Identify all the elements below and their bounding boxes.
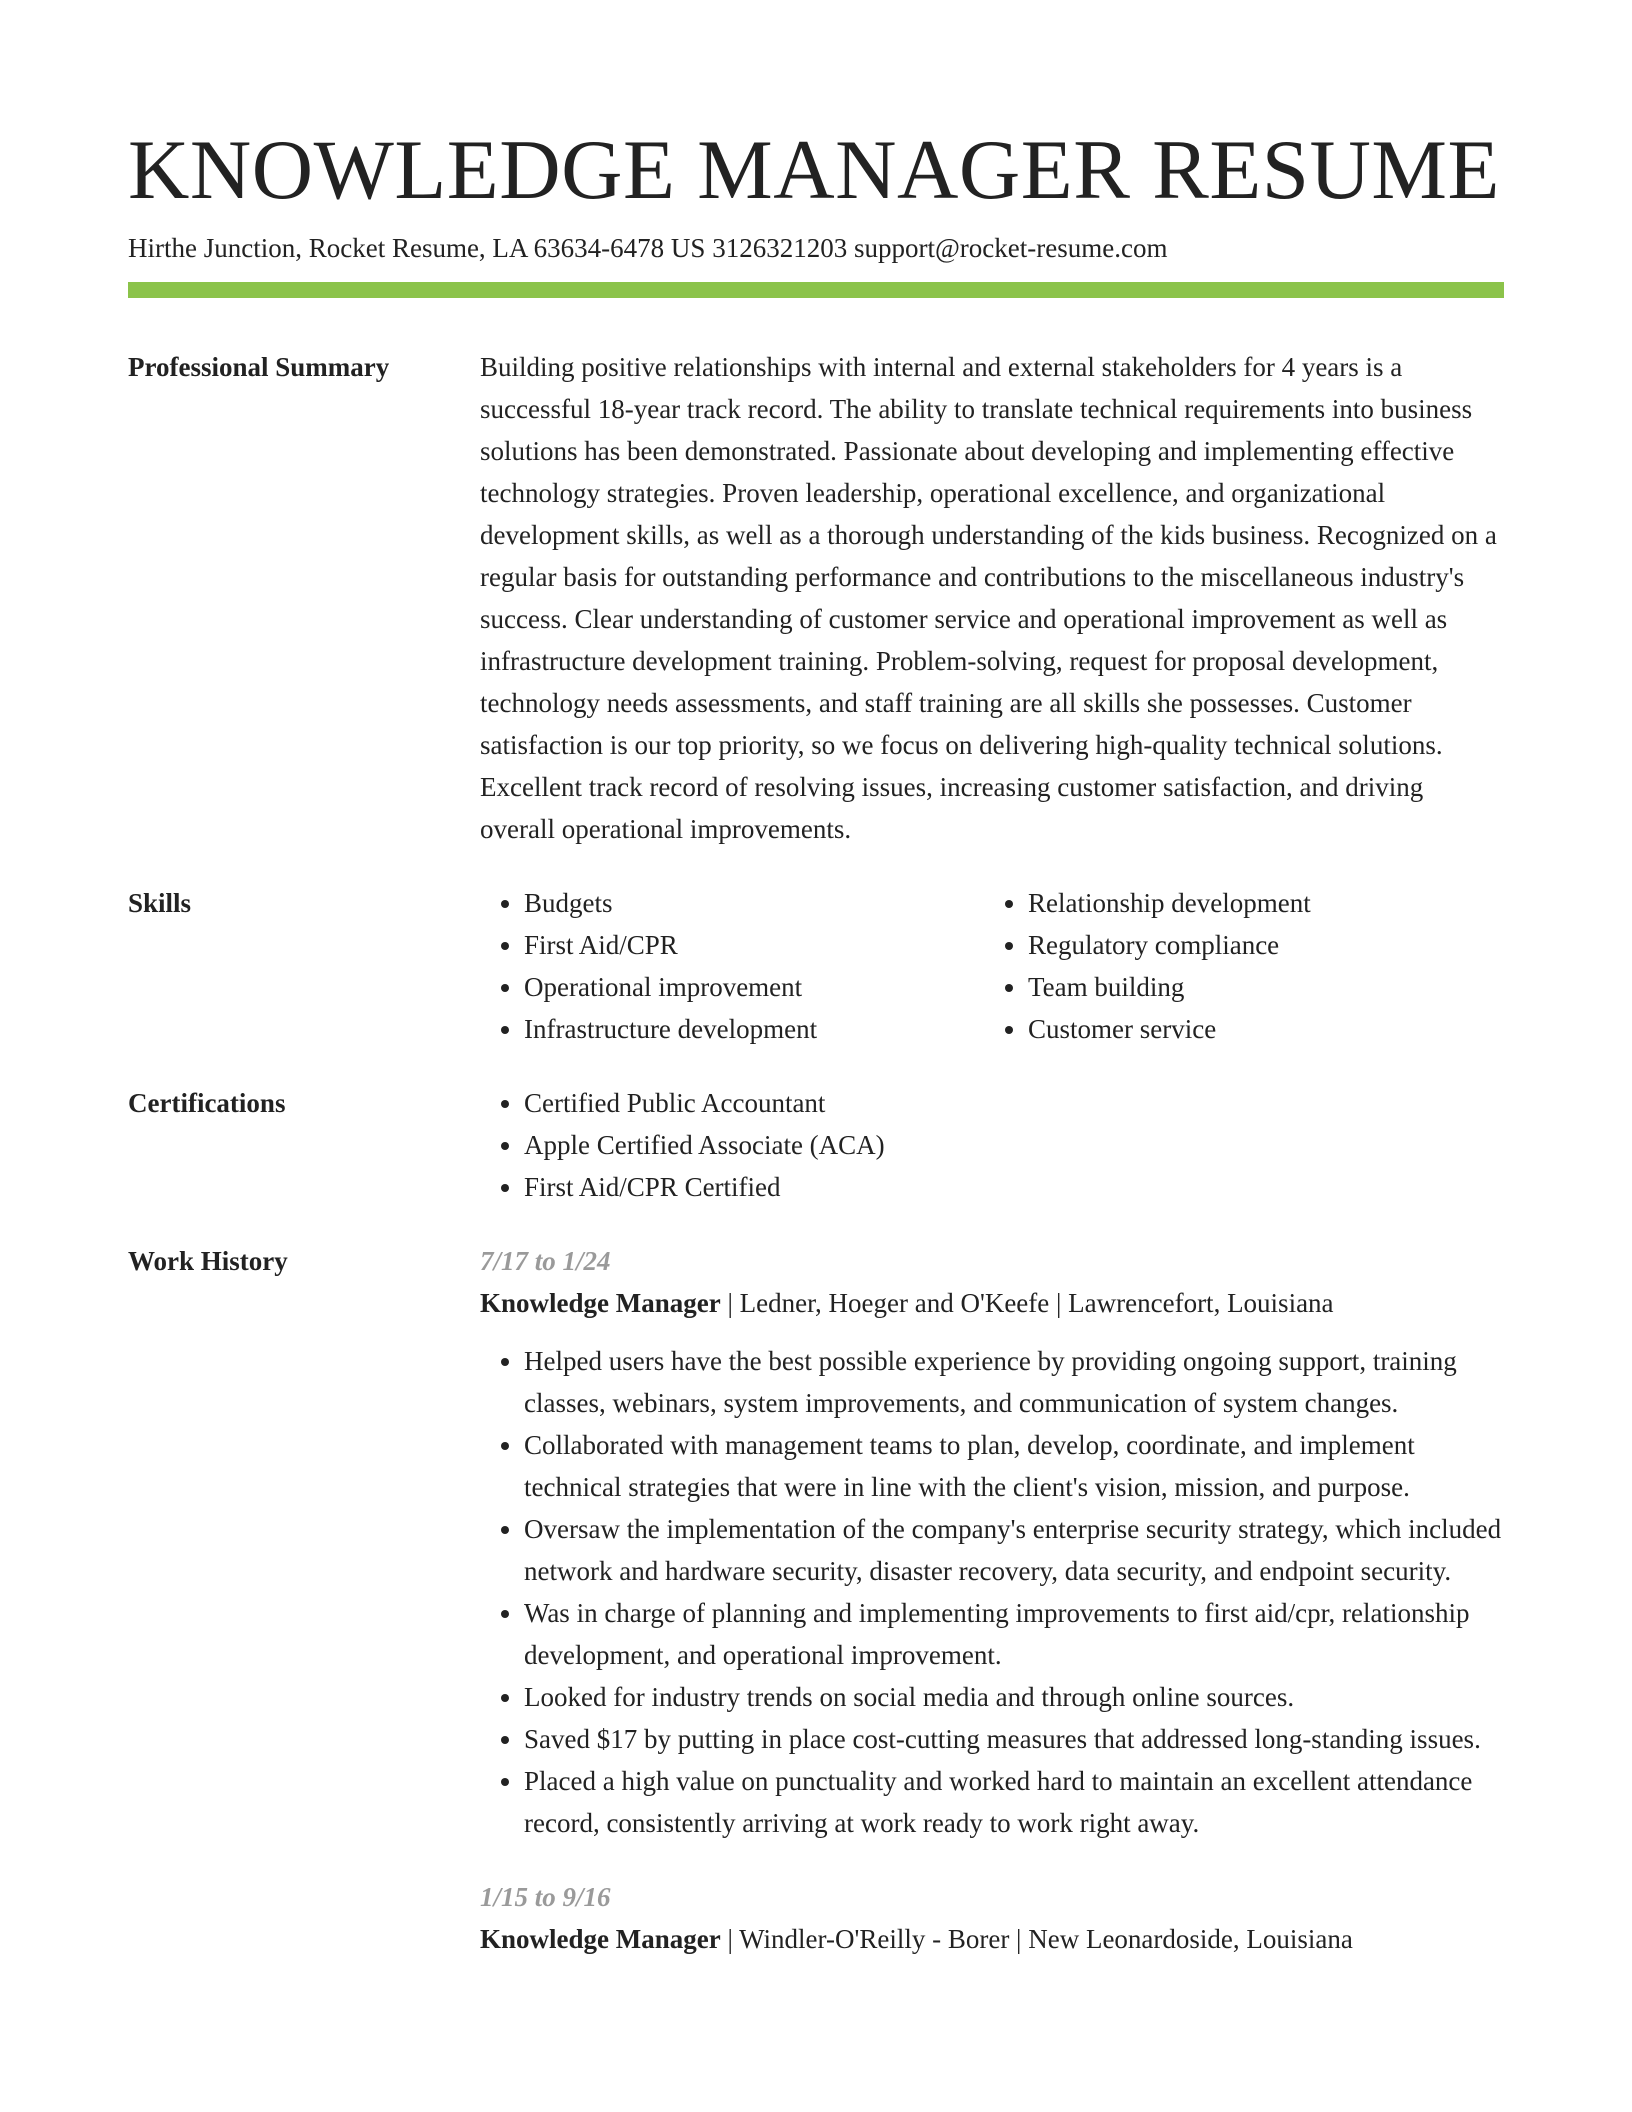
certifications-label: Certifications [128, 1088, 286, 1118]
job-bullet: • Was in charge of planning and implementing improvements to first aid/cpr, relationship development, and operational improvement. [524, 1592, 1504, 1676]
work-history-label: Work History [128, 1246, 288, 1276]
certification-item: • Apple Certified Associate (ACA) [524, 1124, 1504, 1166]
skill-item: • Infrastructure development [524, 1008, 984, 1050]
job-dates: 1/15 to 9/16 [480, 1882, 611, 1912]
certification-item: • First Aid/CPR Certified [524, 1166, 1504, 1208]
summary-text: Building positive relationships with internal and external stakeholders for 4 years is a successful 18-year track record. The ability to translate technical requirements into business solutions has been demonstrated. Passionate about developing and implementing effective technology strategies. Proven leadership, operational excellence, and organizational development skills, as well as a thorough understanding of the kids business. Recognized on a regular basis for outstanding performance and contributions to the miscellaneous industry's success. Clear understanding of customer service and operational improvement as well as infrastructure development training. Problem-solving, request for proposal development, technology needs assessments, and staff training are all skills she possesses. Customer satisfaction is our top priority, so we focus on delivering high-quality technical solutions. Excellent track record of resolving issues, increasing customer satisfaction, and driving overall operational improvements. [480, 352, 1497, 844]
summary-label: Professional Summary [128, 352, 390, 382]
certifications-list [480, 1082, 1504, 1208]
job-heading [480, 1918, 1504, 1960]
skills-section [128, 882, 1504, 1050]
job-bullet: • Collaborated with management teams to plan, develop, coordinate, and implement technical strategies that were in line with the client's vision, mission, and purpose. [524, 1424, 1504, 1508]
job-bullet: • Looked for industry trends on social media and through online sources. [524, 1676, 1504, 1718]
job-employer-location: | Windler-O'Reilly - Borer | New Leonardoside, Louisiana [720, 1924, 1353, 1954]
job-entry [480, 1240, 1504, 1844]
job-title: Knowledge Manager [480, 1924, 721, 1954]
skill-item: • First Aid/CPR [524, 924, 984, 966]
skill-item: • Budgets [524, 882, 984, 924]
work-history-section [128, 1240, 1504, 1960]
job-bullet: • Placed a high value on punctuality and worked hard to maintain an excellent attendance record, consistently arriving at work ready to work right away. [524, 1760, 1504, 1844]
job-heading [480, 1282, 1504, 1324]
job-employer-location: | Ledner, Hoeger and O'Keefe | Lawrencefort, Louisiana [720, 1288, 1334, 1318]
summary-section [128, 346, 1504, 850]
accent-rule [128, 282, 1504, 298]
skills-label: Skills [128, 888, 192, 918]
skill-item: • Customer service [1028, 1008, 1488, 1050]
job-title: Knowledge Manager [480, 1288, 721, 1318]
job-bullet: • Saved $17 by putting in place cost-cutting measures that addressed long-standing issues. [524, 1718, 1504, 1760]
skills-list-right [984, 882, 1488, 1050]
skills-list-left [480, 882, 984, 1050]
certifications-section [128, 1082, 1504, 1208]
certification-item: • Certified Public Accountant [524, 1082, 1504, 1124]
skill-item: • Regulatory compliance [1028, 924, 1488, 966]
skill-item: • Operational improvement [524, 966, 984, 1008]
skill-item: • Team building [1028, 966, 1488, 1008]
job-bullet: • Helped users have the best possible experience by providing ongoing support, training classes, webinars, system improvements, and communication of system changes. [524, 1340, 1504, 1424]
job-bullets [480, 1340, 1504, 1844]
job-entry [480, 1876, 1504, 1960]
job-bullet: • Oversaw the implementation of the company's enterprise security strategy, which included network and hardware security, disaster recovery, data security, and endpoint security. [524, 1508, 1504, 1592]
contact-info: Hirthe Junction, Rocket Resume, LA 63634-6478 US 3126321203 support@rocket-resume.com [128, 233, 1168, 263]
resume-title: KNOWLEDGE MANAGER RESUME [128, 123, 1500, 217]
job-dates: 7/17 to 1/24 [480, 1246, 611, 1276]
skill-item: • Relationship development [1028, 882, 1488, 924]
resume-page [128, 118, 1504, 1960]
